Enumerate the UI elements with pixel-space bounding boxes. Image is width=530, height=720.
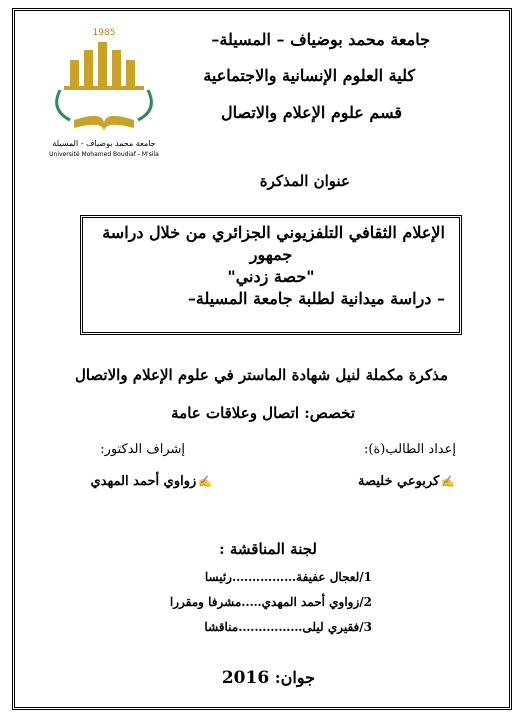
title-line-3: "حصة زدني" <box>227 267 315 286</box>
committee-member: 1/لعجال عفيفة…………….رئيسا <box>204 570 372 584</box>
student-name <box>358 474 455 489</box>
pen-icon: ✍ <box>198 475 212 488</box>
committee-member: 3/فقيري ليلى…………….مناقشا <box>204 620 372 634</box>
logo-column <box>112 50 121 86</box>
logo-column <box>70 60 79 86</box>
university-logo <box>40 20 168 160</box>
thesis-statement: مذكرة مكملة لنيل شهادة الماستر في علوم الإعلام والاتصال <box>74 366 448 384</box>
department-name: قسم علوم الإعلام والاتصال <box>221 103 402 122</box>
memo-title-label: عنوان المذكرة <box>259 172 350 190</box>
supervisor-name-text: زواوي أحمد المهدي <box>90 474 197 489</box>
logo-name-french: Université Mohamed Boudiaf - M'sila <box>49 151 159 158</box>
date <box>222 668 315 688</box>
faculty-name: كلية العلوم الإنسانية والاجتماعية <box>203 66 415 85</box>
supervision-label: إشراف الدكتور: <box>100 442 185 457</box>
title-line-1: الإعلام الثقافي التلفزيوني الجزائري من خلال دراسة <box>102 223 445 242</box>
student-name-text: كربوعي خليصة <box>357 474 440 489</box>
university-name: جامعة محمد بوضياف – المسيلة– <box>211 30 430 49</box>
prepared-by-label: إعداد الطالب(ة): <box>364 442 456 457</box>
date-year: 2016 <box>221 668 270 688</box>
title-line-4: – دراسة ميدانية لطلبة جامعة المسيلة– <box>187 289 445 308</box>
logo-column <box>84 50 93 86</box>
pen-icon: ✍ <box>441 475 455 488</box>
supervisor-name <box>91 474 212 489</box>
committee-title: لجنة المناقشة : <box>219 540 317 558</box>
specialization: تخصص: اتصال وعلاقات عامة <box>171 404 355 422</box>
committee-member: 2/زواوي أحمد المهدي…..مشرفا ومقررا <box>169 595 372 609</box>
thesis-title-box <box>80 215 462 335</box>
title-line-2: جمهور <box>249 245 293 264</box>
logo-year: 1985 <box>92 28 116 38</box>
logo-name-arabic: جامعة محمد بوضياف - المسيلة <box>52 139 156 148</box>
logo-column <box>98 42 107 86</box>
logo-column <box>126 60 135 86</box>
date-label: جوان: <box>274 668 315 687</box>
